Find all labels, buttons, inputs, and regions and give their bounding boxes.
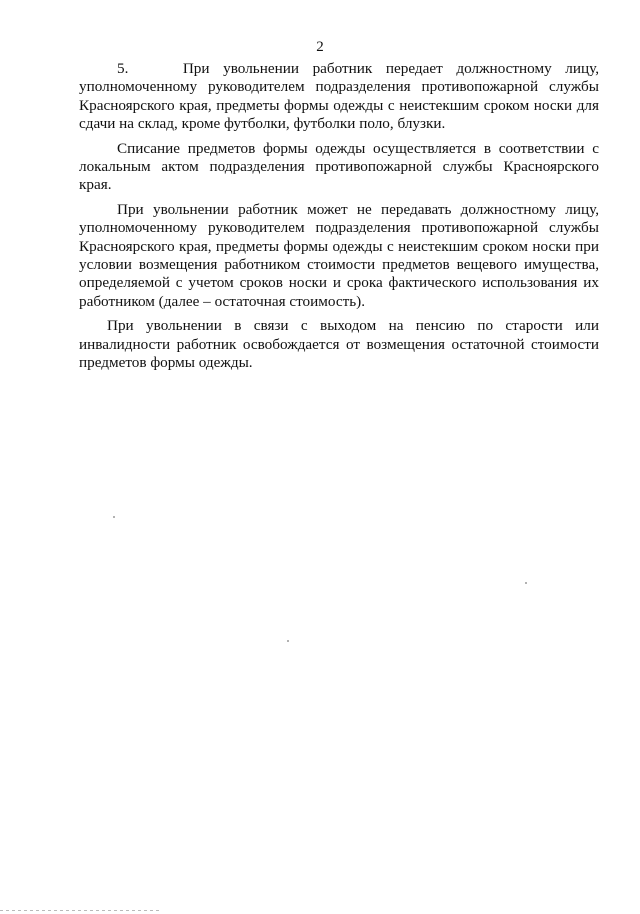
paragraph-pension-exemption: При увольнении в связи с выходом на пенсию по старости или инвалидности работник освобождается от возмещения остаточной стоимости предметов формы одежды. [79,317,599,372]
document-body [79,60,599,373]
scan-speck [113,516,115,518]
paragraph-compensation: При увольнении работник может не передавать должностному лицу, уполномоченному руководителем подразделения противопожарной службы Красноярского края, предметы формы одежды с неистекшим сроком носки при условии возмещения работником стоимости предметов вещевого имущества, определяемой с учетом сроков носки и срока фактического использования их работником (далее – остаточная стоимость). [79,200,599,310]
scan-speck [287,640,289,642]
scan-speck [525,582,527,584]
scan-edge-artifact [0,910,160,911]
page-number: 2 [316,39,324,55]
paragraph-dismissal-return-uniform: 5. При увольнении работник передает должностному лицу, уполномоченному руководителем подразделения противопожарной службы Красноярского края, предметы формы одежды с неистекшим сроком носки для сдачи на склад, кроме футболки, футболки поло, блузки. [79,60,599,133]
paragraph-write-off: Списание предметов формы одежды осуществляется в соответствии с локальным актом подразделения противопожарной службы Красноярского края. [79,139,599,194]
